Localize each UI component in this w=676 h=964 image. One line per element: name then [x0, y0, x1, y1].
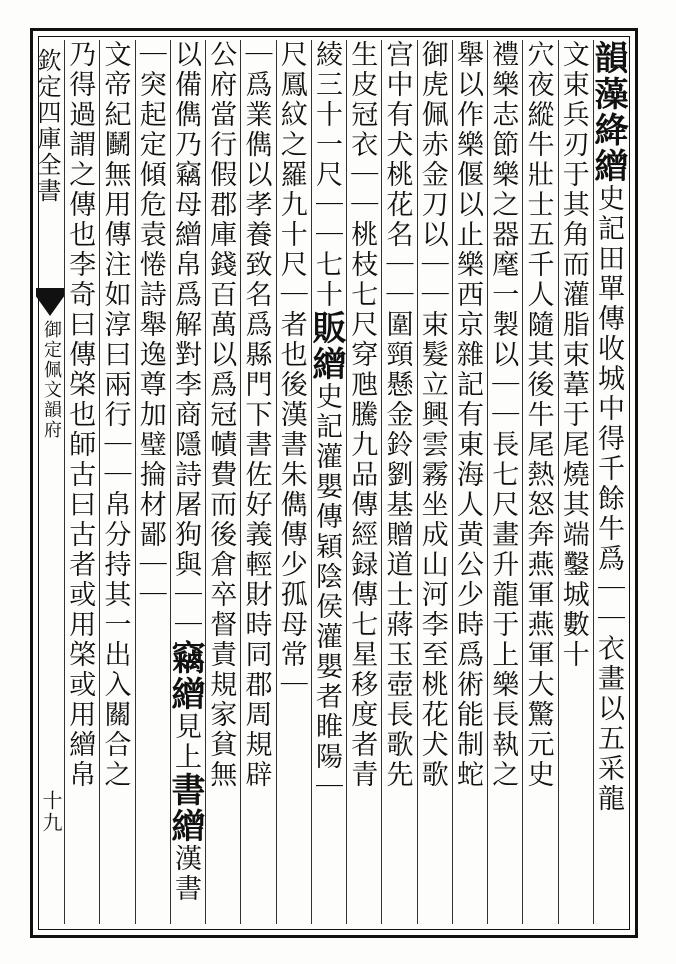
entry-text: 綾三十一尺｜｜七十: [311, 40, 342, 310]
entry-text: 以備儁乃竊母繒帛爲解對李商隱詩屠狗與｜｜: [170, 40, 201, 640]
text-column: [205, 40, 240, 924]
entry-text: 宫中有犬桃花名｜｜圍頸懸金鈴劉基贈道士蔣玉壺長歌先: [381, 40, 413, 790]
book-title: 御定佩文韻府: [41, 320, 62, 440]
text-column: [276, 40, 311, 924]
entry-text: 舉以作樂偃以止樂西京雜記有東海人黄公少時爲術能制蛇: [452, 40, 483, 790]
entry-text: ｜者也後漢書朱儁傳少孤母常｜: [275, 280, 307, 700]
entry-text: 禮樂志節樂之器麾一製以｜｜長七尺畫升龍于上樂長執之: [487, 40, 519, 790]
library-title: 欽定四庫全書: [33, 48, 61, 204]
text-column: [558, 40, 593, 924]
entry-text: 公府當行假郡庫錢百萬以爲冠幘費而後倉卒督責規家貧無: [205, 40, 237, 790]
text-column: [306, 40, 346, 924]
entry-text: 史記田單傳收城中得千餘牛爲｜｜衣畫以五采龍: [593, 184, 624, 814]
entry-heading: 韻藻絳繒: [588, 40, 628, 184]
text-column: [487, 40, 522, 924]
text-column: [381, 40, 416, 924]
text-column: [522, 40, 557, 924]
text-column: [165, 40, 205, 924]
entry-heading: 竊繒: [165, 640, 205, 712]
left-page-edge: [0, 30, 31, 936]
text-column: [64, 40, 99, 924]
folio-number: 十九: [39, 790, 63, 834]
entry-text: 漢書: [170, 844, 201, 904]
text-column: [346, 40, 381, 924]
entry-heading: 販繒: [306, 310, 346, 382]
entry-text: ｜突起定傾危袁惓詩舉逸尊加璧掄材鄙｜｜: [134, 40, 166, 610]
entry-text: 尺鳳紋之羅九十尺: [275, 40, 307, 280]
entry-text: 穴夜縱牛壯士五千人隨其後牛尾熱怒奔燕軍燕軍大驚元史: [522, 40, 554, 790]
entry-text: 乃得過謂之傳也李奇曰傳棨也師古曰古者或用棨或用繒帛: [64, 40, 96, 790]
text-column: [417, 40, 452, 924]
text-column: [99, 40, 134, 924]
entry-text: 見上: [170, 712, 201, 772]
entry-text: 御虎佩赤金刀以｜｜束髮立興雲霧坐成山河李至桃花犬歌: [416, 40, 448, 790]
text-column: [135, 40, 170, 924]
entry-text: 生皮冠衣｜｜桃枝七尺穿虺騰九品傳經録傳七星移度者青: [346, 40, 378, 790]
entry-text: ｜爲業儁以孝養致名爲縣門下書佐好義輕財時同郡周規辟: [240, 40, 272, 790]
entry-text: 文帝紀鬭無用傳注如淳曰兩行｜｜帛分持其一出入關合之: [99, 40, 131, 790]
text-body: [64, 40, 628, 924]
text-column: [240, 40, 275, 924]
text-column: [452, 40, 487, 924]
entry-text: 史記灌嬰傳穎陰侯灌嬰者睢陽｜: [311, 382, 342, 802]
text-column: [588, 40, 628, 924]
entry-text: 文束兵刃于其角而灌脂束葦于尾燒其端鑿城數十: [557, 40, 589, 670]
entry-heading: 書繒: [165, 772, 205, 844]
